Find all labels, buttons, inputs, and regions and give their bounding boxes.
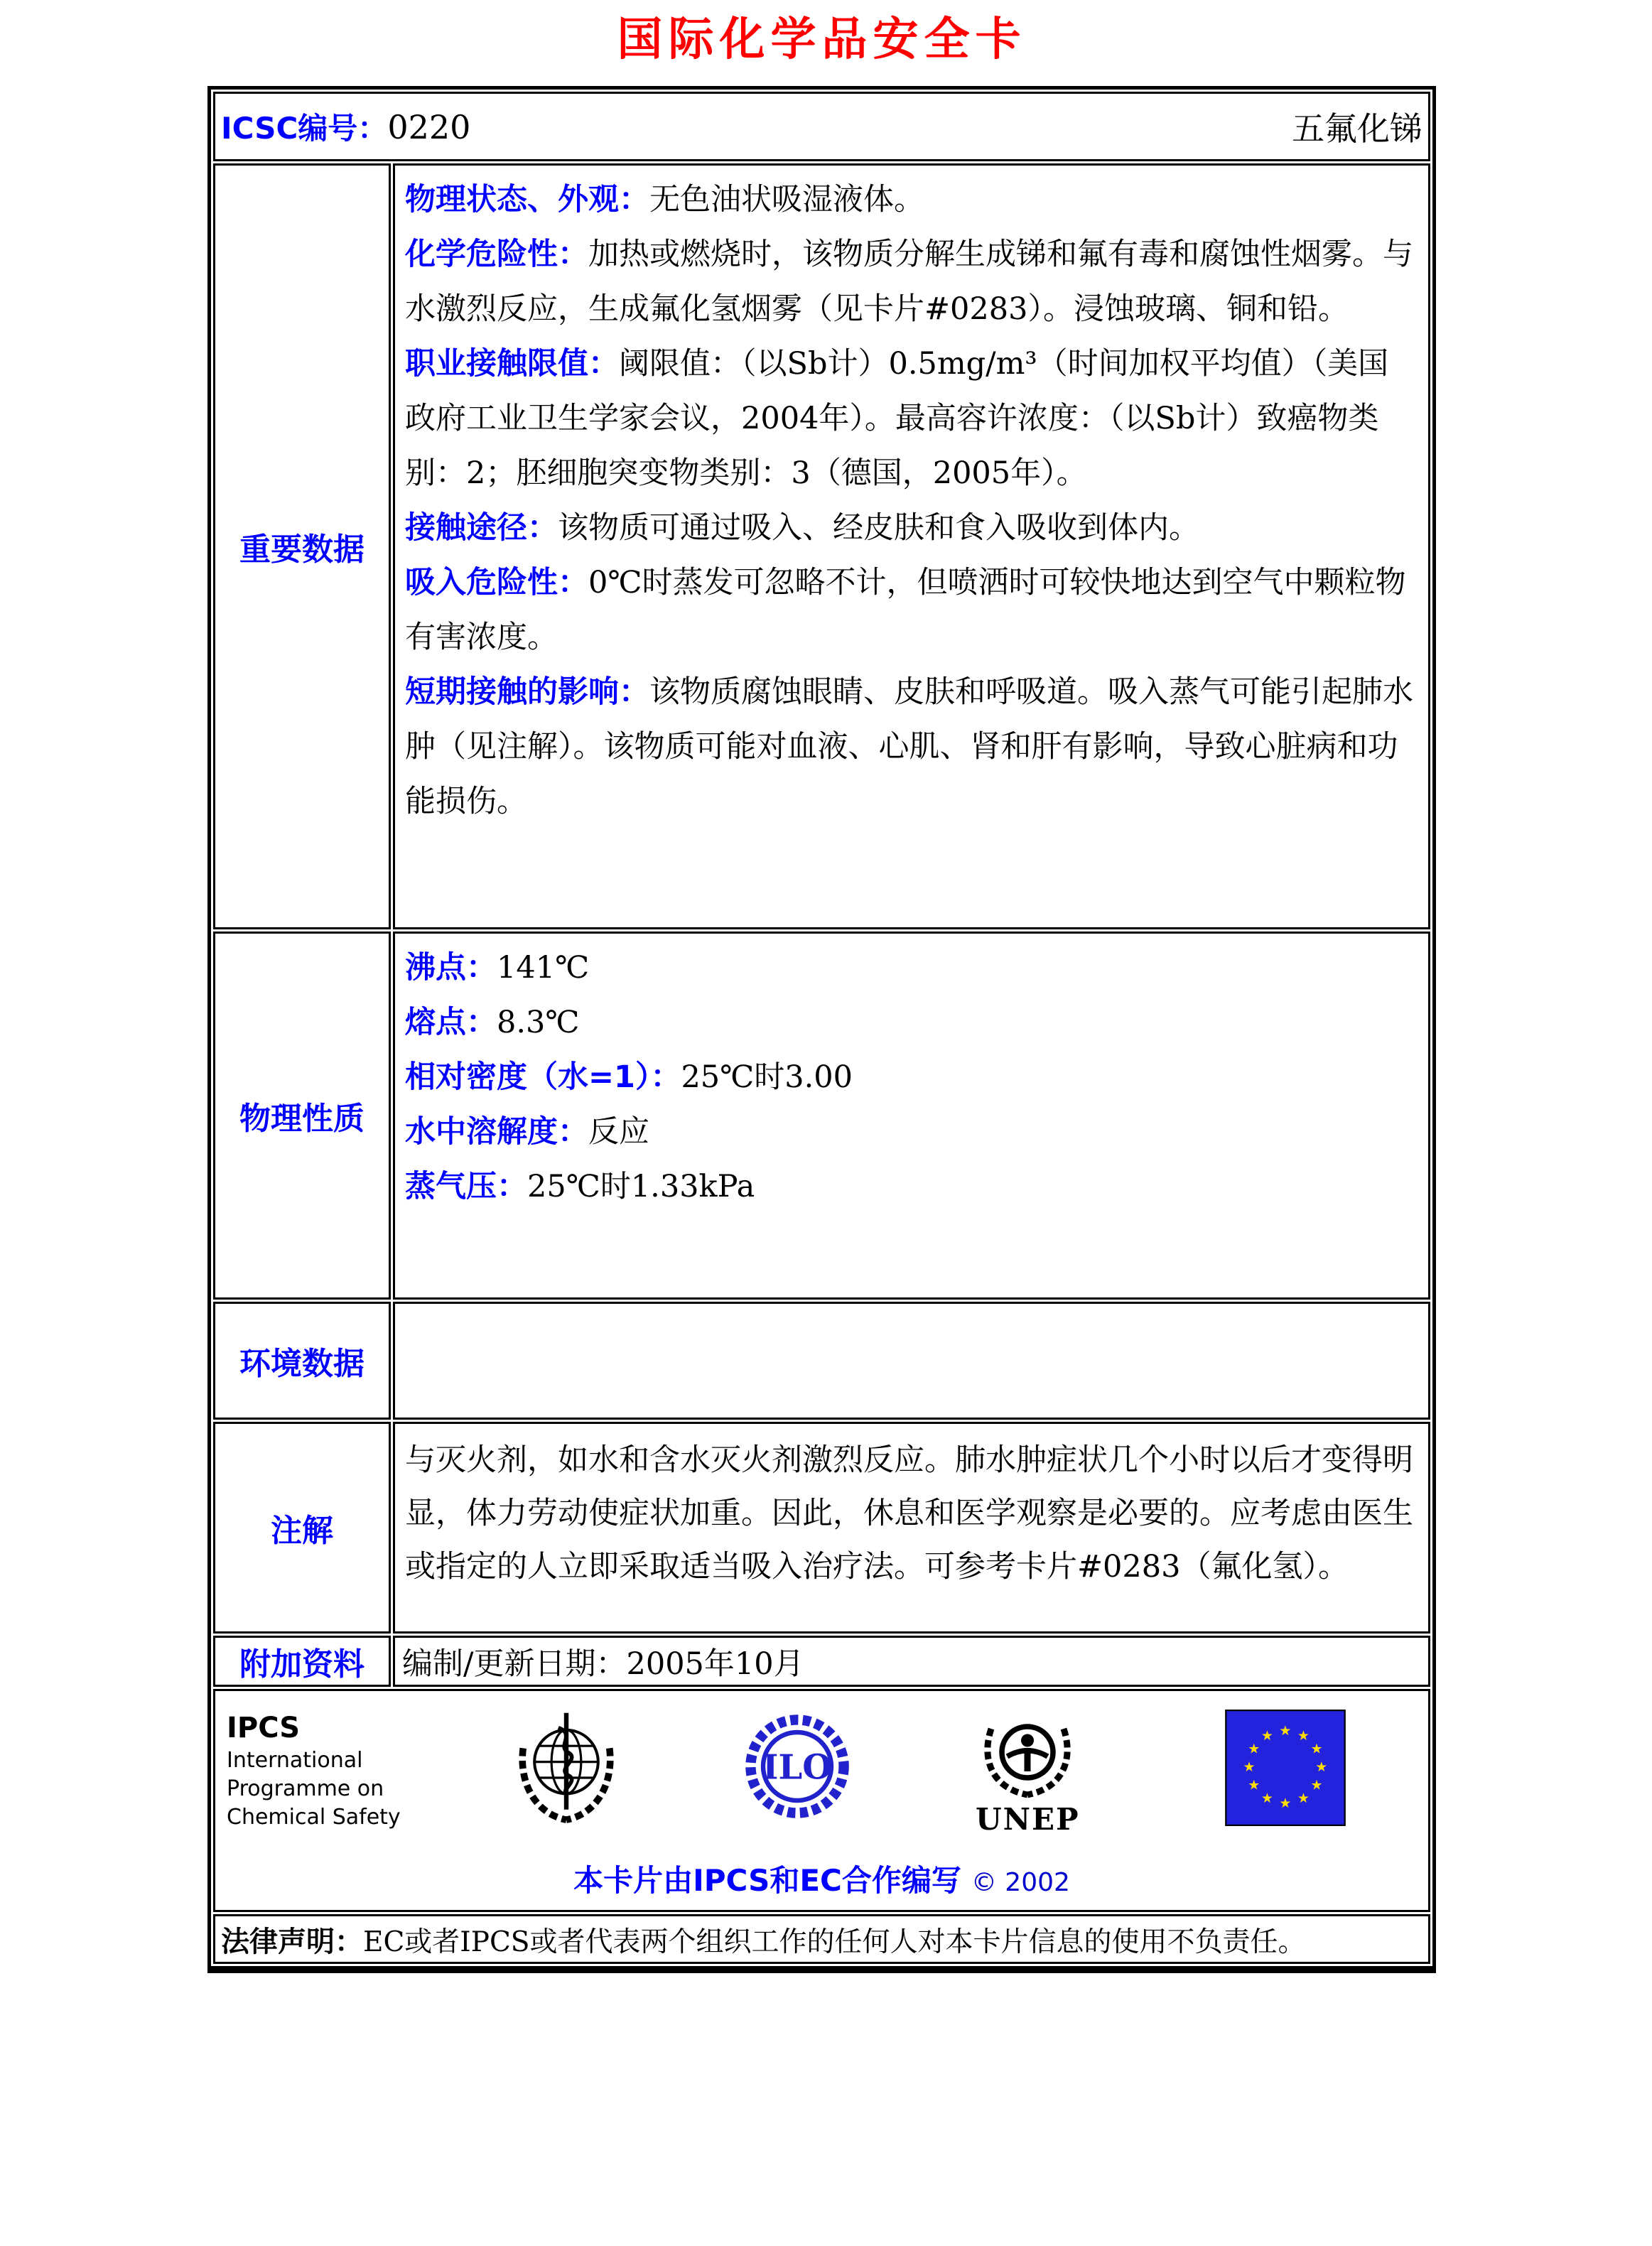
- property-line: [405, 941, 1418, 995]
- svg-text:★: ★: [1279, 1722, 1292, 1739]
- property-value: 反应: [588, 1114, 649, 1150]
- additional-info-content: 编制/更新日期：2005年10月: [393, 1636, 1430, 1687]
- legal-cell: [213, 1914, 1430, 1964]
- unep-logo-icon: [912, 1710, 1143, 1837]
- credits-cell: [213, 1689, 1430, 1912]
- property-label: 蒸气压：: [405, 1169, 527, 1204]
- ilo-logo-icon: [681, 1710, 912, 1826]
- entry-text: 阈限值：（以Sb计）0.5mg/m³（时间加权平均值）（美国政府工业卫生学家会议，2004年）。最高容许浓度：（以Sb计）致癌物类别：2；胚细胞突变物类别：3（德国，2005年）。: [405, 346, 1389, 491]
- eu-flag-icon: [1143, 1710, 1428, 1829]
- svg-text:★: ★: [1261, 1727, 1274, 1744]
- entry-label: 接触途径：: [405, 510, 558, 546]
- property-line: [405, 1160, 1418, 1214]
- entry-text: 该物质腐蚀眼睛、皮肤和呼吸道。吸入蒸气可能引起肺水肿（见注解）。该物质可能对血液、心肌、肾和肝有影响，导致心脏病和功能损伤。: [405, 674, 1413, 819]
- row-label-physical-properties: 物理性质: [213, 932, 391, 1300]
- svg-text:★: ★: [1315, 1759, 1328, 1776]
- row-label-environmental-data: 环境数据: [213, 1302, 391, 1420]
- property-value: 25℃时1.33kPa: [527, 1169, 755, 1204]
- data-entry: [405, 337, 1418, 501]
- caption-text: 本卡片由IPCS和EC合作编写: [573, 1863, 961, 1898]
- property-value: 8.3℃: [497, 1005, 580, 1040]
- notes-content: 与灭火剂，如水和含水灭火剂激烈反应。肺水肿症状几个小时以后才变得明显，体力劳动使症状加重。因此，休息和医学观察是必要的。应考虑由医生或指定的人立即采取适当吸入治疗法。可参考卡片#0283（氟化氢）。: [393, 1422, 1430, 1634]
- legal-text: EC或者IPCS或者代表两个组织工作的任何人对本卡片信息的使用不负责任。: [363, 1926, 1306, 1958]
- icsc-number: [221, 105, 470, 148]
- data-entry: [405, 501, 1418, 556]
- entry-label: 短期接触的影响：: [405, 674, 649, 710]
- entry-text: 加热或燃烧时，该物质分解生成锑和氟有毒和腐蚀性烟雾。与水激烈反应，生成氟化氢烟雾（见卡片#0283）。浸蚀玻璃、铜和铅。: [405, 237, 1413, 327]
- data-entry: [405, 665, 1418, 829]
- row-label-notes: 注解: [213, 1422, 391, 1634]
- row-label-important-data: 重要数据: [213, 163, 391, 929]
- credits-row: [213, 1689, 1430, 1912]
- legal-label: 法律声明：: [221, 1925, 363, 1958]
- svg-text:★: ★: [1279, 1794, 1292, 1811]
- property-label: 熔点：: [405, 1005, 497, 1040]
- entry-text: 0℃时蒸发可忽略不计，但喷洒时可较快地达到空气中颗粒物有害浓度。: [405, 565, 1406, 655]
- svg-text:★: ★: [1261, 1790, 1274, 1807]
- property-line: [405, 1105, 1418, 1160]
- ipcs-line: International: [227, 1748, 363, 1773]
- row-label-additional-info: 附加资料: [213, 1636, 391, 1687]
- data-entry: [405, 227, 1418, 337]
- ipcs-text-block: [227, 1710, 450, 1832]
- card-header: [213, 92, 1430, 161]
- entry-label: 职业接触限值：: [405, 346, 619, 382]
- ipcs-line: Programme on: [227, 1776, 384, 1801]
- physical-properties-row: [213, 932, 1430, 1300]
- entry-label: 吸入危险性：: [405, 565, 588, 600]
- data-entry: [405, 173, 1418, 227]
- svg-text:★: ★: [1248, 1740, 1260, 1757]
- notes-row: [213, 1422, 1430, 1634]
- ilo-letters: ILO: [762, 1747, 832, 1788]
- footer-caption: [215, 1857, 1428, 1900]
- legal-row: [213, 1914, 1430, 1964]
- unep-wordmark: UNEP: [976, 1802, 1080, 1837]
- icsc-number-value: 0220: [387, 108, 471, 146]
- property-label: 相对密度（水=1）：: [405, 1059, 681, 1095]
- logo-strip: [215, 1691, 1428, 1837]
- page-title: 国际化学品安全卡: [617, 14, 1027, 66]
- additional-info-row: [213, 1636, 1430, 1687]
- data-entry: [405, 556, 1418, 665]
- entry-text: 无色油状吸湿液体。: [649, 182, 924, 217]
- environmental-data-row: [213, 1302, 1430, 1420]
- entry-label: 化学危险性：: [405, 237, 588, 272]
- property-line: [405, 1050, 1418, 1105]
- important-data-content: [393, 163, 1430, 929]
- important-data-row: [213, 163, 1430, 929]
- copyright-text: © 2002: [971, 1868, 1070, 1897]
- icsc-number-label: ICSC编号：: [221, 111, 388, 146]
- environmental-data-content: [393, 1302, 1430, 1420]
- property-line: [405, 995, 1418, 1050]
- svg-text:★: ★: [1243, 1759, 1256, 1776]
- svg-text:★: ★: [1310, 1740, 1324, 1757]
- who-logo-icon: [450, 1710, 681, 1837]
- icsc-card-table: [207, 86, 1436, 1973]
- physical-properties-content: [393, 932, 1430, 1300]
- property-label: 水中溶解度：: [405, 1114, 588, 1150]
- svg-text:★: ★: [1248, 1776, 1260, 1793]
- entry-text: 该物质可通过吸入、经皮肤和食入吸收到体内。: [558, 510, 1199, 546]
- entry-label: 物理状态、外观：: [405, 182, 649, 217]
- svg-text:★: ★: [1310, 1776, 1324, 1793]
- header-row: [213, 92, 1430, 161]
- ipcs-line: Chemical Safety: [227, 1805, 401, 1830]
- svg-text:★: ★: [1297, 1727, 1310, 1744]
- property-value: 141℃: [497, 950, 590, 986]
- chemical-name: 五氟化锑: [1292, 109, 1422, 148]
- property-value: 25℃时3.00: [681, 1059, 853, 1095]
- svg-text:★: ★: [1297, 1790, 1310, 1807]
- property-label: 沸点：: [405, 950, 497, 986]
- ipcs-acronym: IPCS: [227, 1712, 301, 1744]
